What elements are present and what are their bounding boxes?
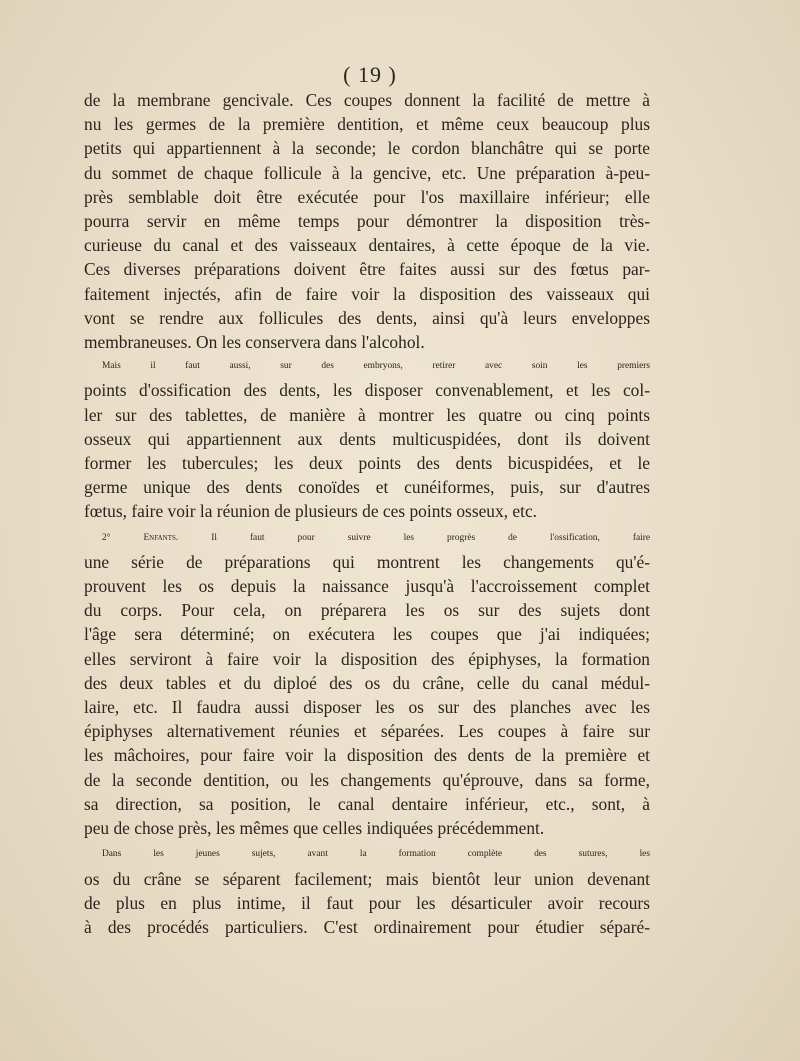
text-line: l'âge sera déterminé; on exécutera les coupes que j'ai indiquées; [84, 624, 650, 645]
text-line: de la seconde dentition, ou les changements qu'éprouve, dans sa forme, [84, 769, 650, 790]
text-line: former les tubercules; les deux points des dents bicuspidées, et le [84, 453, 650, 474]
text-line: épiphyses alternativement réunies et séparées. Les coupes à faire sur [84, 721, 650, 742]
text-line: Ces diverses préparations doivent être faites aussi sur des fœtus par- [84, 259, 650, 280]
text-line: du corps. Pour cela, on préparera les os sur des sujets dont [84, 600, 650, 621]
text-line: nu les germes de la première dentition, et même ceux beaucoup plus [84, 114, 650, 135]
text-line: elles serviront à faire voir la disposition des épiphyses, la formation [84, 648, 650, 669]
body-text [84, 88, 650, 939]
text-line: du sommet de chaque follicule à la gencive, etc. Une préparation à-peu- [84, 162, 650, 183]
text-line: des deux tables et du diploé des os du crâne, celle du canal médul- [84, 672, 650, 693]
text-line: Mais il faut aussi, sur des embryons, retirer avec soin les premiers [102, 361, 650, 372]
paragraph-4 [84, 842, 650, 939]
text-line: prouvent les os depuis la naissance jusqu'à l'accroissement complet [84, 576, 650, 597]
section-heading: Enfants. [143, 532, 179, 543]
text-line: de la membrane gencivale. Ces coupes donnent la facilité de mettre à [84, 90, 650, 110]
text-line [84, 526, 650, 550]
section-number: 2° [102, 532, 144, 543]
text-line: osseux qui appartiennent aux dents multicuspidées, dont ils doivent [84, 428, 650, 449]
text-line: vont se rendre aux follicules des dents, ainsi qu'à leurs enveloppes [84, 307, 650, 328]
paragraph-1 [84, 88, 650, 354]
text-line: sa direction, sa position, le canal dentaire inférieur, etc., sont, à [84, 793, 650, 814]
text-line: points d'ossification des dents, les disposer convenablement, et les col- [84, 380, 650, 401]
text-line: près semblable doit être exécutée pour l'os maxillaire inférieur; elle [84, 186, 650, 207]
text-line: à des procédés particuliers. C'est ordinairement pour étudier séparé- [84, 916, 650, 937]
text-line: fœtus, faire voir la réunion de plusieurs de ces points osseux, etc. [84, 501, 538, 522]
text-line: Dans les jeunes sujets, avant la formation complète des sutures, les [102, 849, 650, 860]
text-line: membraneuses. On les conservera dans l'alcohol. [84, 332, 425, 353]
text-line: ler sur des tablettes, de manière à montrer les quatre ou cinq points [84, 404, 650, 425]
text-line: une série de préparations qui montrent les changements qu'é- [84, 551, 650, 572]
text-line: pourra servir en même temps pour démontrer la disposition très- [84, 211, 650, 232]
text-line: os du crâne se séparent facilement; mais bientôt leur union devenant [84, 868, 650, 889]
text-line: de plus en plus intime, il faut pour les désarticuler avoir recours [84, 892, 650, 913]
paragraph-3 [84, 526, 650, 841]
paragraph-2 [84, 354, 650, 523]
text-line: faitement injectés, afin de faire voir la disposition des vaisseaux qui [84, 283, 650, 304]
page-number: ( 19 ) [343, 62, 397, 87]
text-line: petits qui appartiennent à la seconde; le cordon blanchâtre qui se porte [84, 138, 650, 159]
text-line: germe unique des dents conoïdes et cunéiformes, puis, sur d'autres [84, 477, 650, 498]
text-segment: Il faut pour suivre les progrès de l'ossification, faire [178, 532, 650, 543]
text-line: peu de chose près, les mêmes que celles indiquées précédemment. [84, 818, 545, 839]
text-line: les mâchoires, pour faire voir la disposition des dents de la première et [84, 745, 650, 766]
text-line: laire, etc. Il faudra aussi disposer les os sur des planches avec les [84, 697, 650, 718]
text-line: curieuse du canal et des vaisseaux dentaires, à cette époque de la vie. [84, 235, 650, 256]
